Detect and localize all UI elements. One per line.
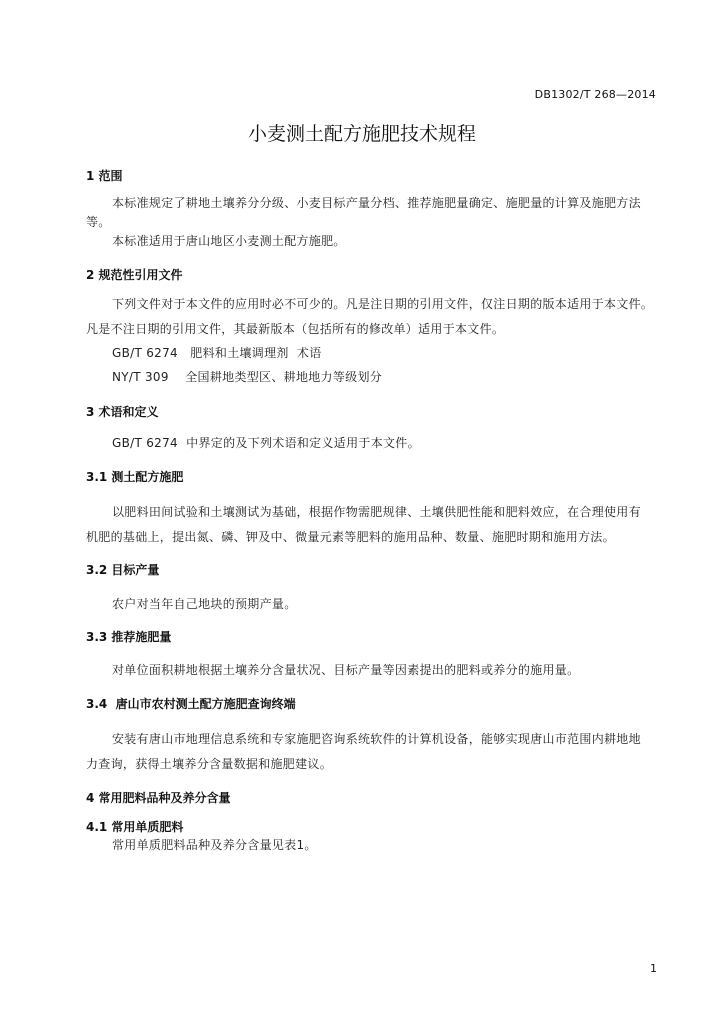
paragraph-line: 等。: [86, 215, 111, 229]
paragraph-line: 以肥料田间试验和土壤测试为基础，根据作物需肥规律、土壤供肥性能和肥料效应，在合理使用有: [112, 505, 641, 519]
section-heading: 3.4 唐山市农村测土配方施肥查询终端: [86, 697, 296, 711]
reference-line: NY/T 309 全国耕地类型区、耕地地力等级划分: [112, 370, 383, 384]
document-title: 小麦测土配方施肥技术规程: [247, 123, 476, 145]
standard-code: DB1302/T 268—2014: [534, 88, 656, 101]
section-heading: 2 规范性引用文件: [86, 268, 183, 282]
paragraph-line: 农户对当年自己地块的预期产量。: [112, 597, 297, 611]
paragraph-line: 对单位面积耕地根据土壤养分含量状况、目标产量等因素提出的肥料或养分的施用量。: [112, 663, 580, 677]
paragraph-line: 安装有唐山市地理信息系统和专家施肥咨询系统软件的计算机设备，能够实现唐山市范围内耕地地: [112, 732, 641, 746]
page-number: 1: [650, 962, 657, 975]
paragraph-line: 本标准适用于唐山地区小麦测土配方施肥。: [112, 234, 346, 248]
section-heading: 4 常用肥料品种及养分含量: [86, 791, 231, 805]
section-heading: 4.1 常用单质肥料: [86, 820, 184, 834]
section-heading: 3 术语和定义: [86, 405, 159, 419]
paragraph-line: 本标准规定了耕地土壤养分分级、小麦目标产量分档、推荐施肥量确定、施肥量的计算及施肥方法: [112, 196, 641, 210]
paragraph-line: 下列文件对于本文件的应用时必不可少的。凡是注日期的引用文件，仅注日期的版本适用于本文件。: [112, 297, 654, 311]
paragraph-line: GB/T 6274 中界定的及下列术语和定义适用于本文件。: [112, 436, 420, 450]
section-heading: 3.1 测土配方施肥: [86, 470, 184, 484]
section-heading: 1 范围: [86, 169, 123, 183]
reference-line: GB/T 6274 肥料和土壤调理剂 术语: [112, 346, 322, 360]
paragraph-line: 常用单质肥料品种及养分含量见表1。: [112, 838, 317, 852]
paragraph-line: 机肥的基础上，提出氮、磷、钾及中、微量元素等肥料的施用品种、数量、施肥时期和施用方法。: [86, 530, 615, 544]
section-heading: 3.3 推荐施肥量: [86, 630, 172, 644]
section-heading: 3.2 目标产量: [86, 563, 160, 577]
paragraph-line: 力查询，获得土壤养分含量数据和施肥建议。: [86, 757, 333, 771]
paragraph-line: 凡是不注日期的引用文件，其最新版本（包括所有的修改单）适用于本文件。: [86, 322, 505, 336]
